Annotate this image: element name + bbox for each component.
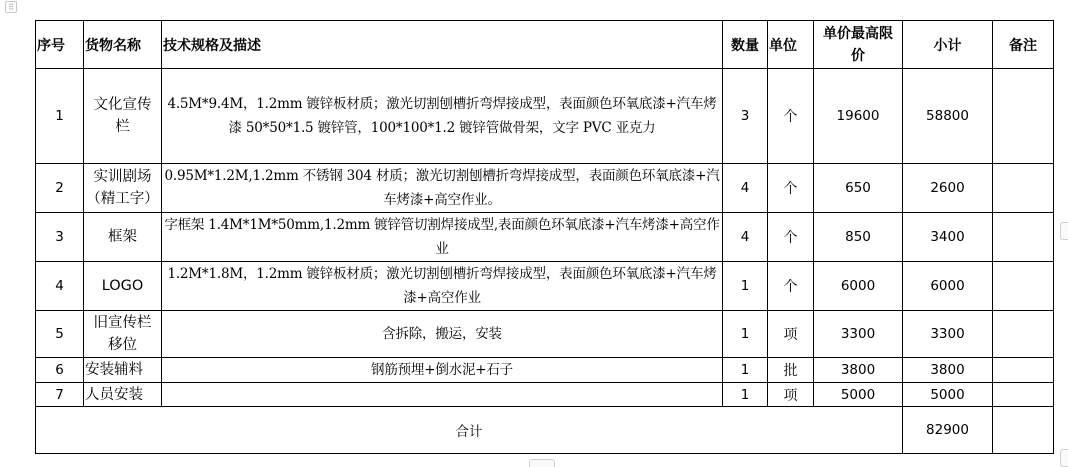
procurement-table	[35, 20, 1054, 454]
cell-price: 19600	[814, 69, 903, 164]
cell-spec: 含拆除，搬运，安装	[162, 311, 723, 358]
cell-name: 旧宣传栏移位	[84, 311, 162, 358]
cell-name: LOGO	[84, 262, 162, 311]
table-row	[36, 213, 1054, 262]
cell-name: 框架	[84, 213, 162, 262]
cell-remark	[993, 213, 1054, 262]
cell-seq: 5	[36, 311, 84, 358]
right-bottom-resize-handle[interactable]	[1060, 449, 1068, 467]
cell-seq: 6	[36, 358, 84, 383]
cell-spec: 钢筋预埋+倒水泥+石子	[162, 358, 723, 383]
cell-qty: 1	[723, 262, 768, 311]
cell-spec	[162, 383, 723, 407]
header-unit: 单位	[768, 21, 814, 69]
cell-name: 安装辅料	[84, 358, 162, 383]
header-subtotal: 小计	[903, 21, 993, 69]
header-remark: 备注	[993, 21, 1054, 69]
cell-spec: 1.2M*1.8M，1.2mm 镀锌板材质；激光切割刨槽折弯焊接成型，表面颜色环氧底漆+汽车烤漆+高空作业	[162, 262, 723, 311]
cell-price: 6000	[814, 262, 903, 311]
cell-remark	[993, 383, 1054, 407]
cell-price: 3300	[814, 311, 903, 358]
cell-price: 5000	[814, 383, 903, 407]
header-name: 货物名称	[84, 21, 162, 69]
cell-unit: 个	[768, 69, 814, 164]
table-row	[36, 311, 1054, 358]
right-resize-handle[interactable]	[1060, 222, 1068, 240]
cell-seq: 1	[36, 69, 84, 164]
cell-subtotal: 6000	[903, 262, 993, 311]
header-price: 单价最高限价	[814, 21, 903, 69]
cell-unit: 个	[768, 164, 814, 213]
cell-seq: 3	[36, 213, 84, 262]
table-row	[36, 69, 1054, 164]
cell-qty: 1	[723, 358, 768, 383]
total-remark	[993, 407, 1054, 454]
cell-qty: 3	[723, 69, 768, 164]
bottom-resize-handle[interactable]	[529, 459, 555, 467]
total-value: 82900	[903, 407, 993, 454]
header-spec: 技术规格及描述	[162, 21, 723, 69]
cell-subtotal: 5000	[903, 383, 993, 407]
cell-seq: 7	[36, 383, 84, 407]
cell-price: 850	[814, 213, 903, 262]
cell-name: 人员安装	[84, 383, 162, 407]
cell-remark	[993, 358, 1054, 383]
cell-price: 650	[814, 164, 903, 213]
cell-spec: 字框架 1.4M*1M*50mm,1.2mm 镀锌管切割焊接成型,表面颜色环氧底漆+汽车烤漆+高空作业	[162, 213, 723, 262]
cell-remark	[993, 311, 1054, 358]
cell-spec: 4.5M*9.4M，1.2mm 镀锌板材质；激光切割刨槽折弯焊接成型，表面颜色环氧底漆+汽车烤漆 50*50*1.5 镀锌管，100*100*1.2 镀锌管做骨架，文字 PVC 亚克力	[162, 69, 723, 164]
cell-subtotal: 3800	[903, 358, 993, 383]
header-seq: 序号	[36, 21, 84, 69]
cell-unit: 个	[768, 262, 814, 311]
cell-remark	[993, 164, 1054, 213]
cell-unit: 项	[768, 311, 814, 358]
table-row	[36, 262, 1054, 311]
cell-seq: 4	[36, 262, 84, 311]
cell-spec: 0.95M*1.2M,1.2mm 不锈钢 304 材质；激光切割刨槽折弯焊接成型，表面颜色环氧底漆+汽车烤漆+高空作业。	[162, 164, 723, 213]
total-label: 合计	[36, 407, 903, 454]
cell-unit: 个	[768, 213, 814, 262]
cell-subtotal: 58800	[903, 69, 993, 164]
header-qty: 数量	[723, 21, 768, 69]
cell-qty: 4	[723, 213, 768, 262]
table-move-handle-icon[interactable]: ⠿	[5, 1, 17, 13]
cell-price: 3800	[814, 358, 903, 383]
cell-remark	[993, 262, 1054, 311]
total-row	[36, 407, 1054, 454]
cell-subtotal: 3300	[903, 311, 993, 358]
cell-remark	[993, 69, 1054, 164]
cell-seq: 2	[36, 164, 84, 213]
cell-name: 实训剧场（精工字）	[84, 164, 162, 213]
header-row	[36, 21, 1054, 69]
cell-unit: 批	[768, 358, 814, 383]
cell-subtotal: 2600	[903, 164, 993, 213]
cell-qty: 1	[723, 311, 768, 358]
table-row	[36, 358, 1054, 383]
cell-name: 文化宣传栏	[84, 69, 162, 164]
table-row	[36, 383, 1054, 407]
cell-subtotal: 3400	[903, 213, 993, 262]
cell-unit: 项	[768, 383, 814, 407]
cell-qty: 4	[723, 164, 768, 213]
cell-qty: 1	[723, 383, 768, 407]
table-row	[36, 164, 1054, 213]
